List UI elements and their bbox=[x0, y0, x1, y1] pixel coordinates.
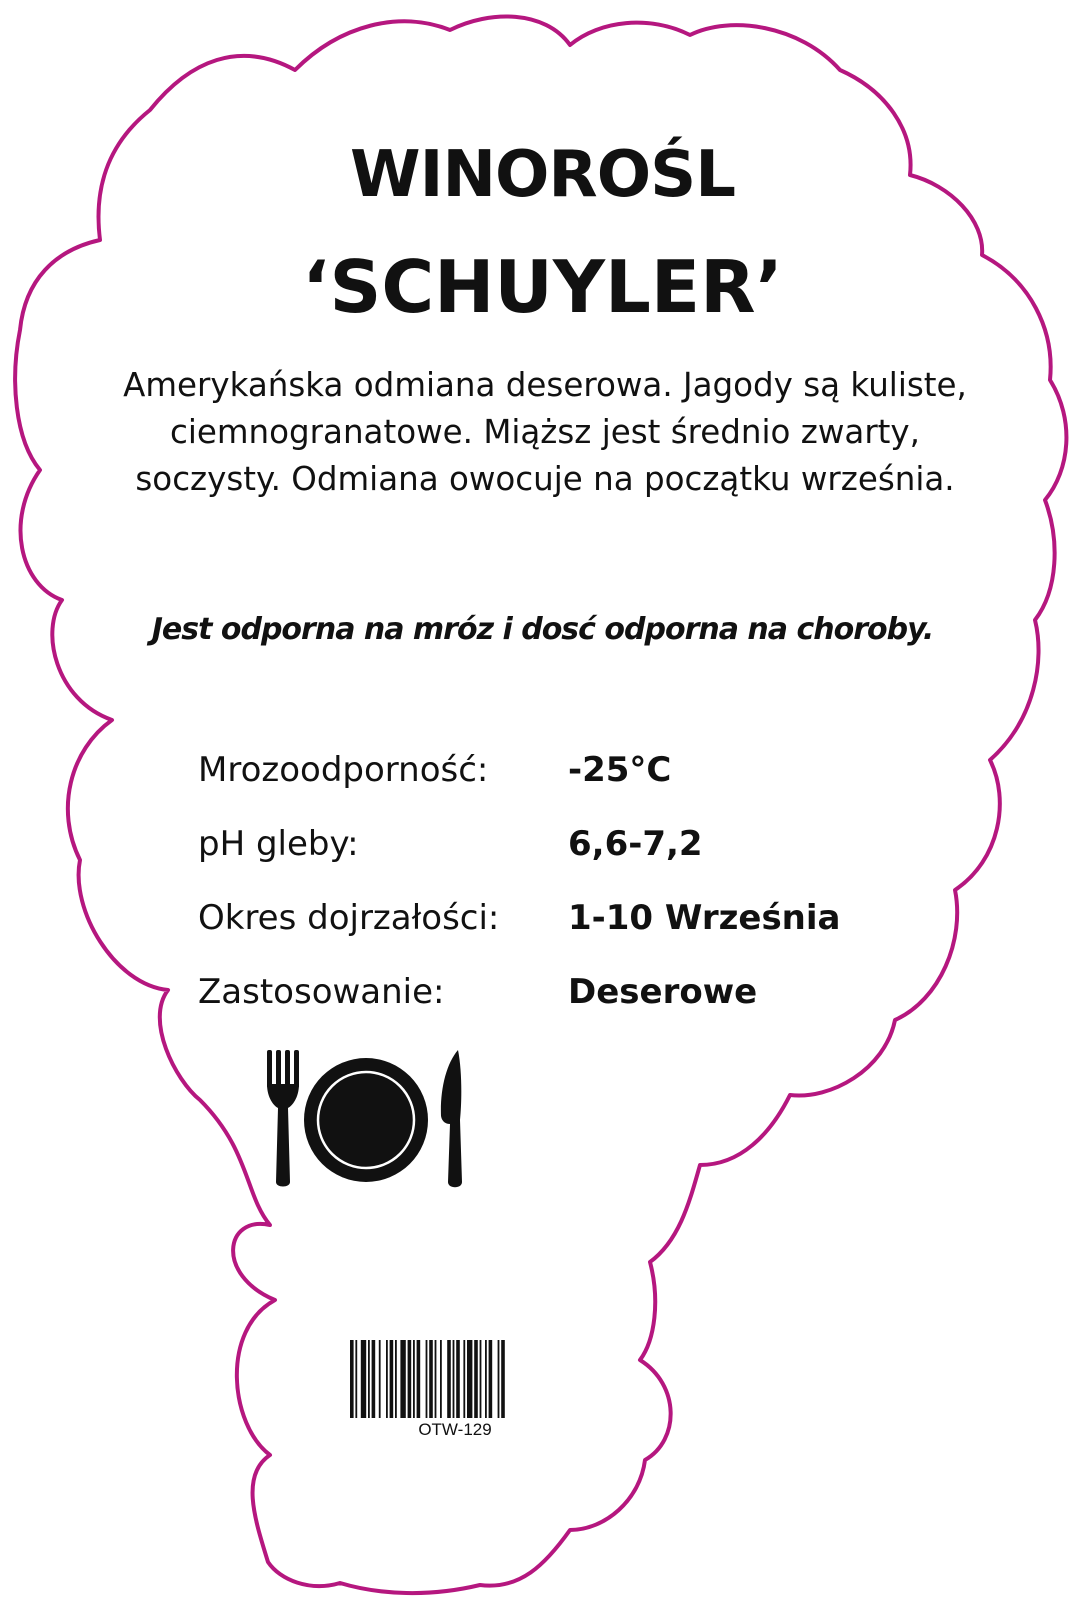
knife-icon bbox=[441, 1050, 462, 1187]
barcode-bar bbox=[485, 1340, 487, 1418]
barcode-bar bbox=[447, 1340, 451, 1418]
barcode-bar bbox=[426, 1340, 428, 1418]
barcode-bar bbox=[368, 1340, 370, 1418]
barcode-bar bbox=[408, 1340, 412, 1418]
soil-ph-label: pH gleby: bbox=[198, 824, 359, 864]
barcode-bar bbox=[417, 1340, 421, 1418]
barcode-bar bbox=[501, 1340, 505, 1418]
barcode-bar bbox=[386, 1340, 388, 1418]
title-line-2-variety: ‘SCHUYLER’ bbox=[302, 245, 783, 329]
description bbox=[70, 362, 1020, 503]
barcode-bar bbox=[489, 1340, 493, 1418]
barcode-bar bbox=[498, 1340, 500, 1418]
barcode-code: OTW-129 bbox=[418, 1420, 492, 1439]
barcode-bar bbox=[456, 1340, 460, 1418]
fork-icon bbox=[267, 1050, 299, 1187]
barcode-bar bbox=[413, 1340, 415, 1418]
fork-plate-knife-icon bbox=[262, 1050, 482, 1190]
barcode-bar bbox=[400, 1340, 405, 1418]
barcode-bar bbox=[463, 1340, 465, 1418]
barcode bbox=[350, 1340, 570, 1420]
ripening-period-value: 1-10 Września bbox=[568, 898, 841, 938]
usage-label: Zastosowanie: bbox=[198, 972, 445, 1012]
barcode-bar bbox=[453, 1340, 455, 1418]
barcode-bar bbox=[361, 1340, 366, 1418]
barcode-bar bbox=[435, 1340, 437, 1418]
barcode-bar bbox=[467, 1340, 472, 1418]
description-line: soczysty. Odmiana owocuje na początku września. bbox=[135, 460, 955, 498]
description-line: ciemnogranatowe. Miąższ jest średnio zwarty, bbox=[170, 413, 920, 451]
barcode-bar bbox=[429, 1340, 433, 1418]
barcode-bar bbox=[379, 1340, 381, 1418]
barcode-bar bbox=[390, 1340, 394, 1418]
ripening-period-label: Okres dojrzałości: bbox=[198, 898, 500, 938]
barcode-bar bbox=[395, 1340, 397, 1418]
soil-ph-value: 6,6-7,2 bbox=[568, 824, 703, 864]
barcode-bar bbox=[480, 1340, 482, 1418]
plate-icon bbox=[304, 1058, 428, 1182]
usage-value: Deserowe bbox=[568, 972, 758, 1012]
barcode-bar bbox=[355, 1340, 357, 1418]
barcode-bar bbox=[474, 1340, 478, 1418]
barcode-bar bbox=[350, 1340, 354, 1418]
frost-resistance-value: -25°C bbox=[568, 750, 672, 790]
barcode-bar bbox=[372, 1340, 376, 1418]
barcode-bar bbox=[440, 1340, 442, 1418]
resistance-note: Jest odporna na mróz i dosć odporna na choroby. bbox=[151, 612, 934, 647]
description-line: Amerykańska odmiana deserowa. Jagody są kuliste, bbox=[123, 366, 967, 404]
title-line-1: WINOROŚL bbox=[350, 138, 735, 212]
frost-resistance-label: Mrozoodporność: bbox=[198, 750, 489, 790]
